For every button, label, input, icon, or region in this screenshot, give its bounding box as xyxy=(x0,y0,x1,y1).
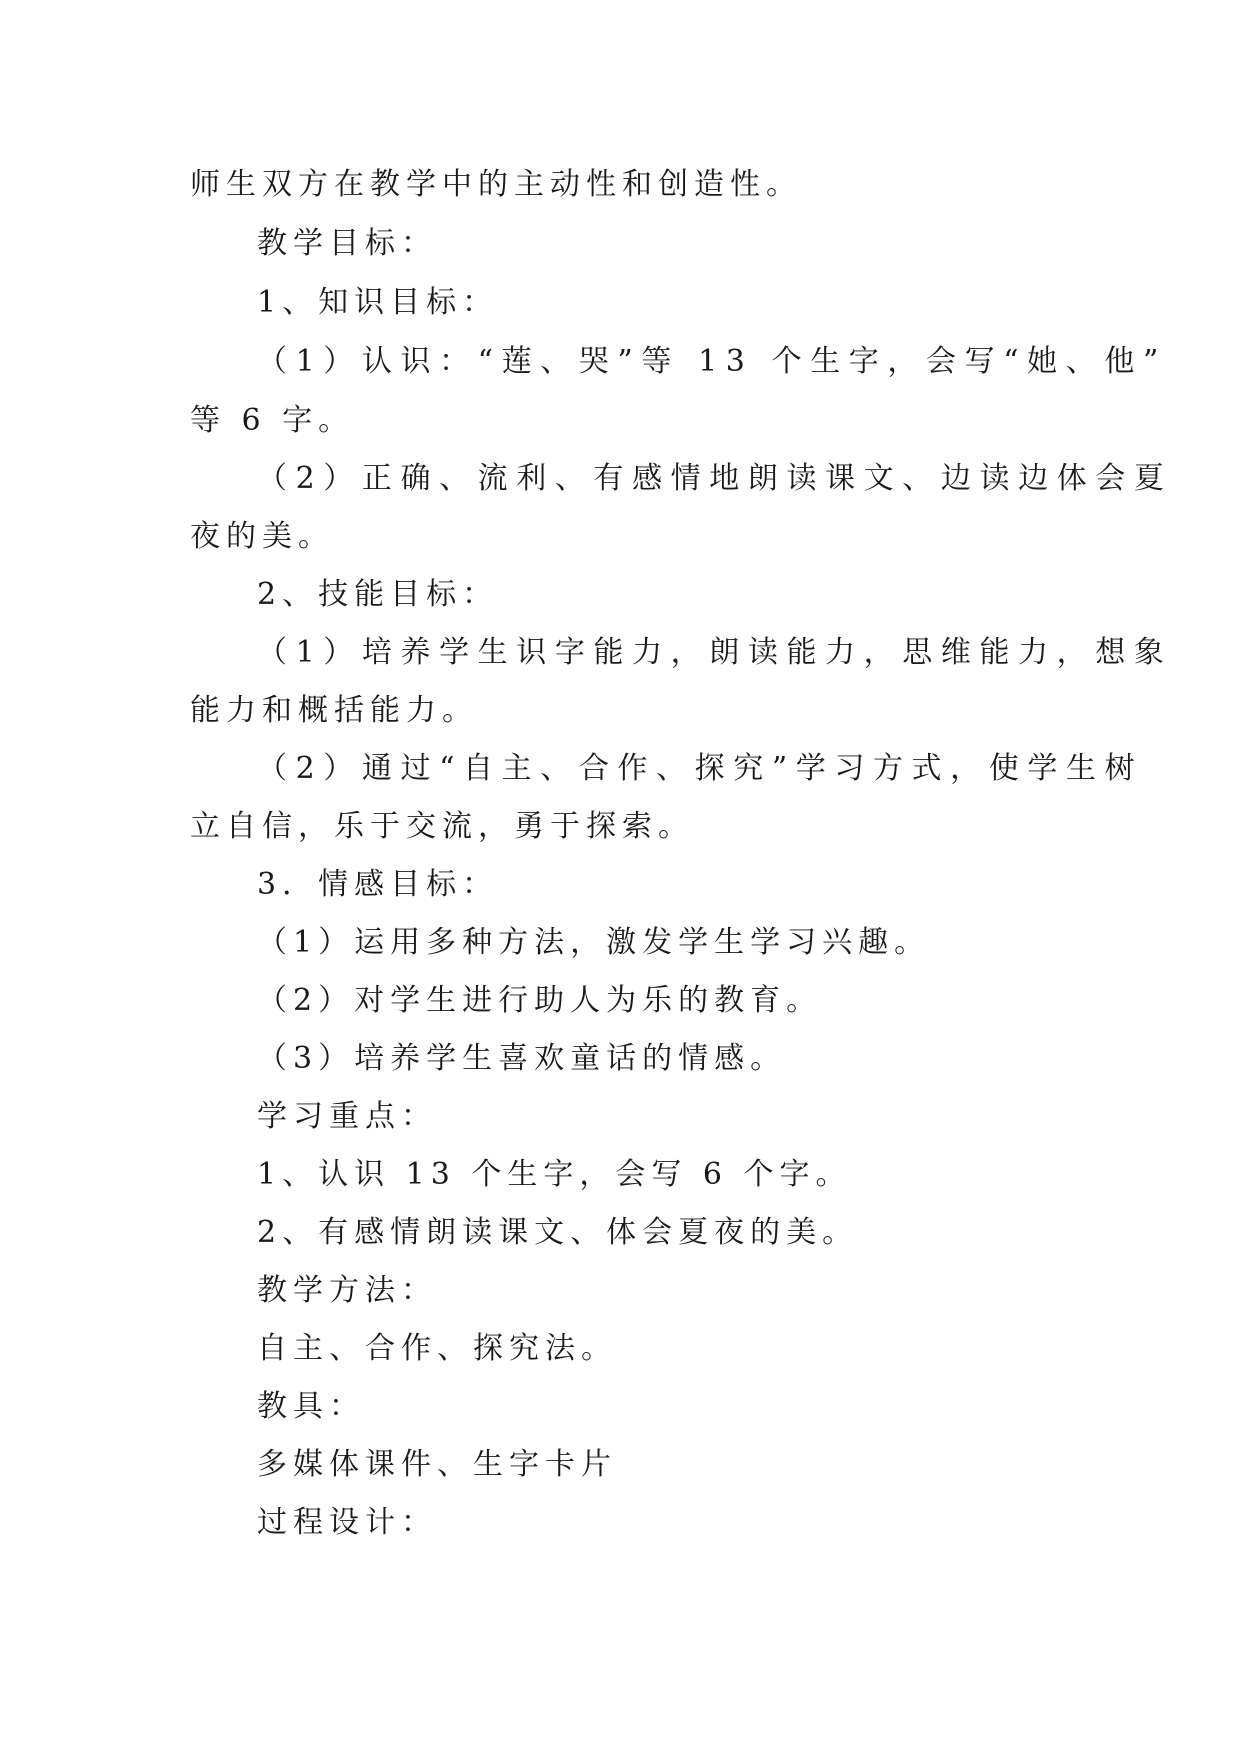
heading-teaching-aids: 教具： xyxy=(257,1389,365,1424)
list-item-emotion-2: （2）对学生进行助人为乐的教育。 xyxy=(257,983,823,1018)
list-item-knowledge-1-cont: 等 6 字。 xyxy=(190,403,355,438)
heading-learning-focus: 学习重点： xyxy=(257,1099,437,1134)
list-item-knowledge-2: （2）正确、流利、有感情地朗读课文、边读边体会夏 xyxy=(257,461,1173,496)
list-item-knowledge-1: （1）认识：“莲、哭”等 13 个生字，会写“她、他” xyxy=(257,344,1167,379)
list-item-emotion-3: （3）培养学生喜欢童话的情感。 xyxy=(257,1041,787,1076)
list-item-emotion-1: （1）运用多种方法，激发学生学习兴趣。 xyxy=(257,925,931,960)
heading-process-design: 过程设计： xyxy=(257,1505,437,1540)
teaching-methods-text: 自主、合作、探究法。 xyxy=(257,1331,617,1366)
list-item-skill-2-cont: 立自信，乐于交流，勇于探索。 xyxy=(190,809,694,844)
heading-teaching-methods: 教学方法： xyxy=(257,1273,437,1308)
heading-emotional-objectives: 3．情感目标： xyxy=(257,867,499,902)
list-item-skill-2: （2）通过“自主、合作、探究”学习方式，使学生树 xyxy=(257,751,1144,786)
list-item-knowledge-2-cont: 夜的美。 xyxy=(190,519,334,554)
heading-skill-objectives: 2、技能目标： xyxy=(257,577,499,612)
list-item-skill-1: （1）培养学生识字能力，朗读能力，思维能力，想象 xyxy=(257,635,1173,670)
list-item-skill-1-cont: 能力和概括能力。 xyxy=(190,693,478,728)
heading-knowledge-objectives: 1、知识目标： xyxy=(257,285,499,320)
list-item-focus-2: 2、有感情朗读课文、体会夏夜的美。 xyxy=(257,1215,859,1250)
paragraph-continuation-line: 师生双方在教学中的主动性和创造性。 xyxy=(190,167,802,202)
list-item-focus-1: 1、认识 13 个生字，会写 6 个字。 xyxy=(257,1157,852,1192)
teaching-aids-text: 多媒体课件、生字卡片 xyxy=(257,1447,617,1482)
heading-teaching-objectives: 教学目标： xyxy=(257,226,437,261)
